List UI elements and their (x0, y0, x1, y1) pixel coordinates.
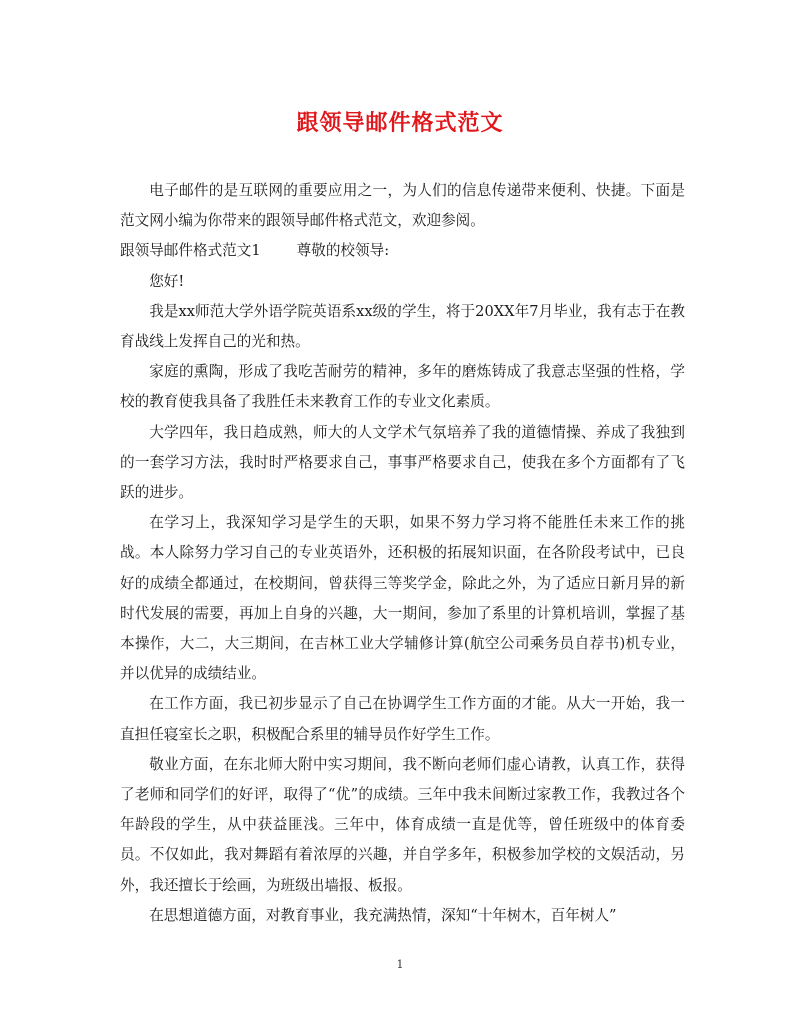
body-paragraph: 敬业方面，在东北师大附中实习期间，我不断向老师们虚心请教，认真工作，获得了老师和同学们的好评，取得了“优”的成绩。三年中我未间断过家教工作，我教过各个年龄段的学生，从中获益匪浅。三年中，体育成绩一直是优等，曾任班级中的体育委员。不仅如此，我对舞蹈有着浓厚的兴趣，并自学多年，积极参加学校的文娱活动，另外，我还擅长于绘画，为班级出墙报、板报。 (120, 755, 685, 894)
body-paragraph: 在工作方面，我已初步显示了自己在协调学生工作方面的才能。从大一开始，我一直担任寝室长之职，积极配合系里的辅导员作好学生工作。 (120, 695, 685, 743)
document-body (120, 176, 685, 931)
body-paragraph: 大学四年，我日趋成熟，师大的人文学术气氛培养了我的道德情操、养成了我独到的一套学习方法，我时时严格要求自己，事事严格要求自己，使我在多个方面都有了飞跃的进步。 (120, 423, 685, 502)
body-paragraph: 家庭的熏陶，形成了我吃苦耐劳的精神，多年的磨炼铸成了我意志坚强的性格，学校的教育使我具备了我胜任未来教育工作的专业文化素质。 (120, 363, 685, 411)
intro-paragraph: 电子邮件的是互联网的重要应用之一，为人们的信息传递带来便利、快捷。下面是范文网小编为你带来的跟领导邮件格式范文，欢迎参阅。 (120, 182, 685, 230)
letter-heading-line (120, 236, 685, 266)
greeting-paragraph: 您好! (149, 272, 185, 290)
body-paragraph: 在思想道德方面，对教育事业，我充满热情，深知“十年树木，百年树人” (149, 906, 617, 924)
document-title: 跟领导邮件格式范文 (296, 110, 504, 136)
body-paragraph: 我是xx师范大学外语学院英语系xx级的学生，将于20XX年7月毕业，我有志于在教育战线上发挥自己的光和热。 (120, 302, 685, 351)
page-number: 1 (396, 958, 404, 971)
letter-heading-label: 跟领导邮件格式范文1 (120, 242, 261, 260)
letter-salutation: 尊敬的校领导: (296, 242, 390, 260)
body-paragraph: 在学习上，我深知学习是学生的天职，如果不努力学习将不能胜任未来工作的挑战。本人除努力学习自己的专业英语外，还积极的拓展知识面，在各阶段考试中，已良好的成绩全都通过，在校期间，曾获得三等奖学金，除此之外，为了适应日新月异的新时代发展的需要，再加上自身的兴趣，大一期间，参加了系里的计算机培训，掌握了基本操作，大二，大三期间，在吉林工业大学辅修计算(航空公司乘务员自荐书)机专业，并以优异的成绩结业。 (120, 514, 685, 683)
